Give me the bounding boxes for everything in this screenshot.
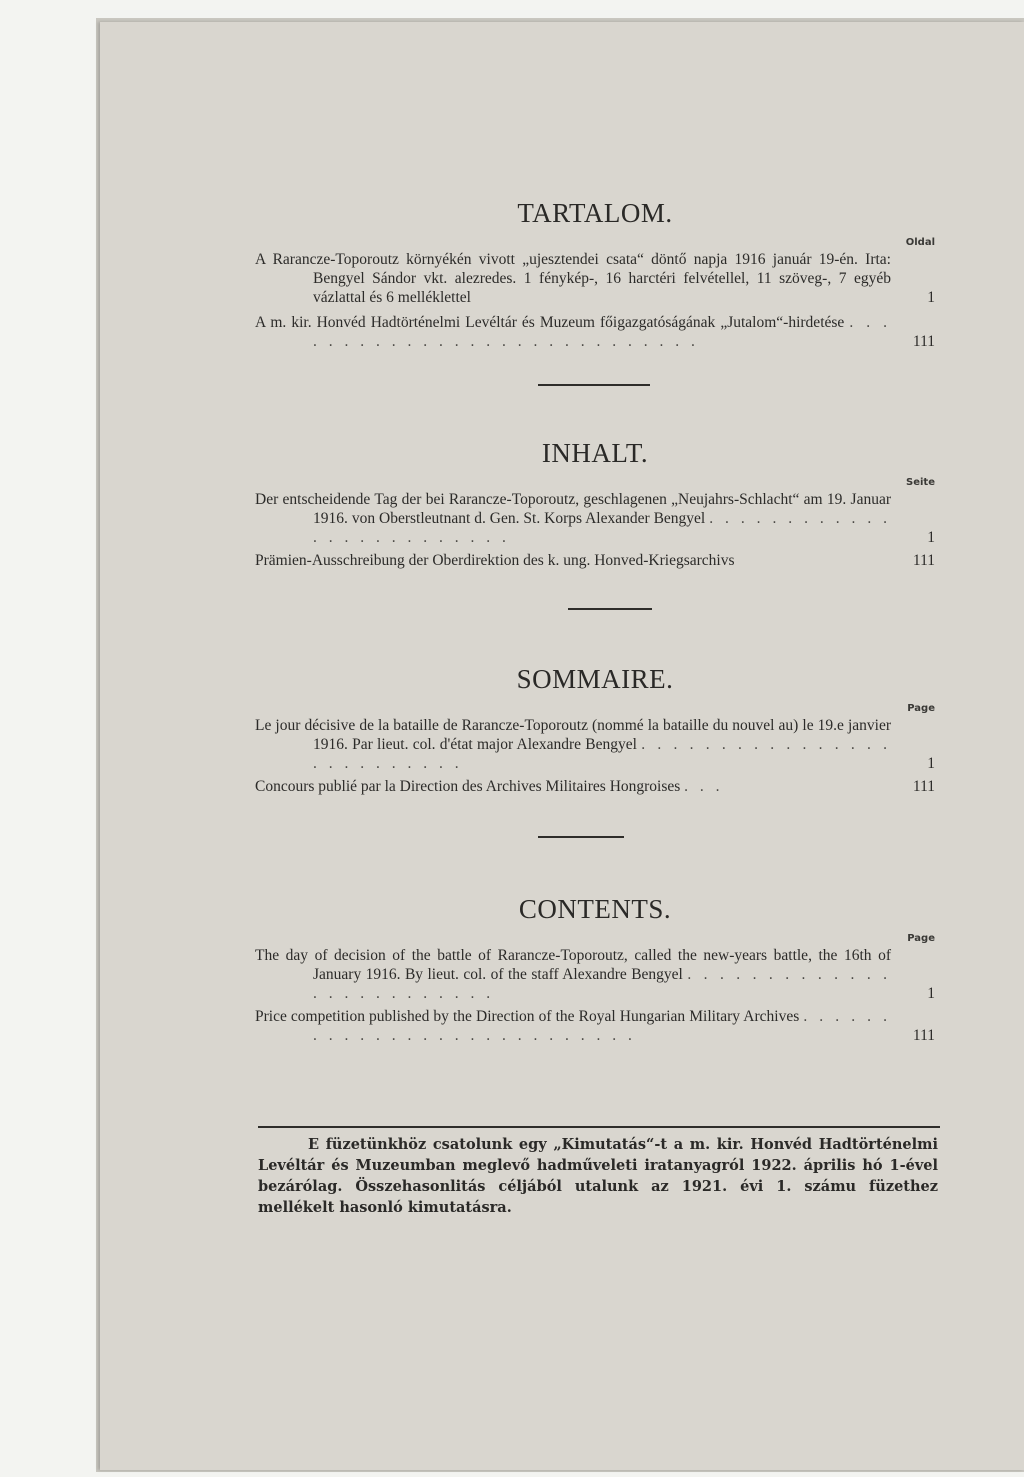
- notice-divider: [258, 1126, 940, 1128]
- entry-page-number: 1: [927, 755, 935, 772]
- toc-entry: [255, 716, 935, 773]
- section-divider: [538, 384, 650, 386]
- toc-entry: [255, 551, 935, 570]
- toc-entry: [255, 777, 935, 796]
- toc-section-german: [255, 438, 935, 570]
- entry-title: Price competition published by the Direction of the Royal Hungarian Military Archives: [255, 1008, 800, 1025]
- page-column-label: Page: [907, 703, 935, 714]
- toc-entry: [255, 250, 935, 307]
- entry-title: A m. kir. Honvéd Hadtörténelmi Levéltár és Muzeum főigazgatóságának „Jutalom“-hirdetése: [255, 314, 845, 331]
- dot-leader: . . . . . . . . . . . . . . . . . . . . . . . . . .: [313, 736, 892, 772]
- entry-title: Der entscheidende Tag der bei Rarancze-Toporoutz, geschlagenen „Neujahrs-Schlacht“ am 19. Januar 1916. von Oberstleutnant d. Gen. St. Korps Alexander Bengyel: [255, 491, 891, 527]
- toc-section-hungarian: [255, 198, 935, 351]
- page-column-label: Page: [907, 933, 935, 944]
- toc-entry: [255, 1007, 935, 1045]
- entry-page-number: 111: [912, 333, 935, 350]
- dot-leader: . . . . . . . . . . . . . . . . . . . . . . . . .: [313, 966, 892, 1002]
- toc-entry: [255, 313, 935, 351]
- section-heading: SOMMAIRE.: [516, 664, 674, 694]
- dot-leader: . . . . . . . . . . . . . . . . . . . . . . . . .: [313, 510, 891, 546]
- page-column-label: Oldal: [905, 237, 935, 248]
- document-page: [100, 22, 1024, 1470]
- entry-title: The day of decision of the battle of Rarancze-Toporoutz, called the new-years battle, the 16th of January 1916. By lieut. col. of the staff Alexandre Bengyel: [255, 947, 891, 983]
- entry-page-number: 111: [912, 1027, 935, 1044]
- toc-entry: [255, 946, 935, 1003]
- entry-page-number: 111: [912, 778, 935, 795]
- entry-page-number: 1: [927, 985, 935, 1002]
- toc-section-french: [255, 664, 935, 796]
- section-heading: INHALT.: [541, 438, 649, 468]
- entry-page-number: 1: [927, 289, 935, 306]
- toc-section-english: [255, 894, 935, 1045]
- supplement-notice: [258, 1134, 938, 1218]
- entry-title: Prämien-Ausschreibung der Oberdirektion des k. ung. Honved-Kriegsarchivs: [255, 552, 735, 569]
- entry-title: Concours publié par la Direction des Archives Militaires Hongroises: [255, 778, 681, 795]
- dot-leader: . . . . . . . . . . . . . . . . . . . . . . . . . . . .: [313, 314, 892, 350]
- toc-entry: [255, 490, 935, 547]
- section-heading: TARTALOM.: [517, 198, 673, 228]
- section-divider: [538, 836, 624, 838]
- entry-title: Le jour décisive de la bataille de Rarancze-Toporoutz (nommé la bataille du nouvel au) le 19.e janvier 1916. Par lieut. col. d'état major Alexandre Bengyel: [255, 717, 891, 753]
- section-heading: CONTENTS.: [518, 894, 672, 924]
- section-divider: [568, 608, 652, 610]
- notice-text: E füzetünkhöz csatolunk egy „Kimutatás“-t a m. kir. Honvéd Hadtörténelmi Levéltár és Muzeumban meglevő hadműveleti iratanyagról 1922. április hó 1-ével bezárólag. Összehasonlitás céljából utalunk az 1921. évi 1. számu füzethez mellékelt hasonló kimutatásra.: [258, 1136, 938, 1216]
- dot-leader: . . . . . . . . . . . . . . . . . . . . . . . . . . .: [313, 1008, 892, 1044]
- dot-leader: . . .: [684, 778, 724, 795]
- entry-page-number: 111: [912, 552, 935, 569]
- entry-title: A Rarancze-Toporoutz környékén vivott „ujesztendei csata“ döntő napja 1916 január 19-én. Irta: Bengyel Sándor vkt. alezredes. 1 fénykép-, 16 harctéri felvétellel, 11 szöveg-, 7 egyéb vázlattal és 6 melléklettel: [255, 251, 891, 306]
- entry-page-number: 1: [927, 529, 935, 546]
- page-column-label: Seite: [906, 477, 935, 488]
